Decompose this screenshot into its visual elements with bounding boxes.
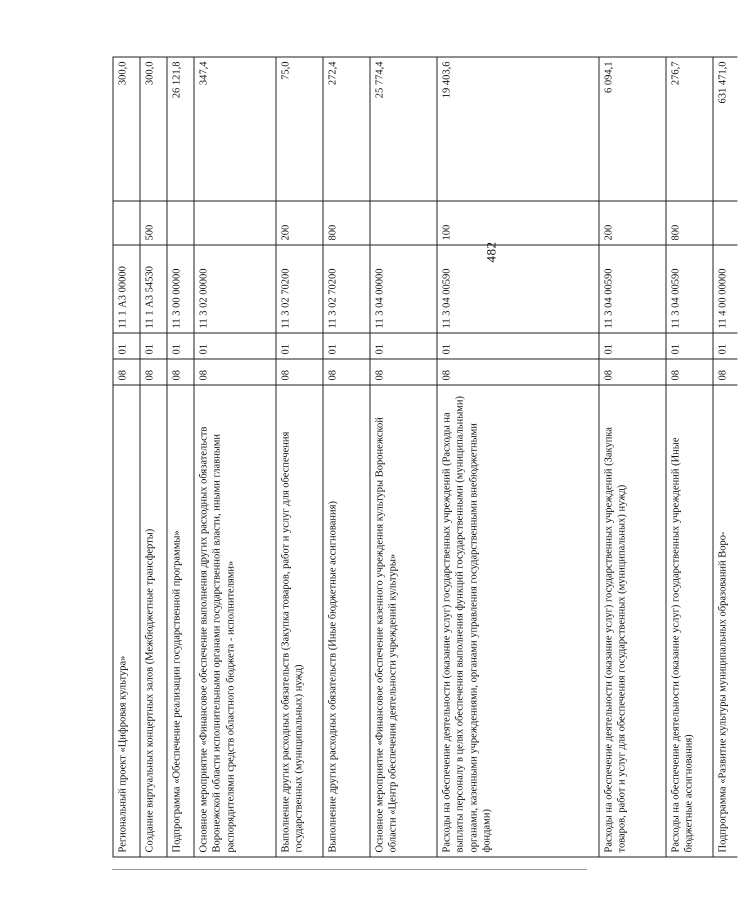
row-pr-cell: 01 bbox=[437, 333, 599, 359]
table-row bbox=[276, 57, 323, 857]
row-name-cell: Подпрограмма «Обеспечение реализации государственной программы» bbox=[167, 385, 194, 857]
row-pr-cell: 01 bbox=[370, 333, 437, 359]
row-sum-cell: 347,4 bbox=[194, 57, 276, 201]
row-vr-cell: 800 bbox=[666, 201, 713, 245]
row-csr-cell: 11 1 А3 00000 bbox=[113, 245, 140, 333]
row-gr-cell: 08 bbox=[113, 359, 140, 385]
row-name-cell: Создание виртуальных концертных залов (Межбюджетные трансферты) bbox=[140, 385, 167, 857]
row-vr-cell: 200 bbox=[276, 201, 323, 245]
row-pr-cell: 01 bbox=[140, 333, 167, 359]
table-row bbox=[599, 57, 666, 857]
row-sum-cell: 300,0 bbox=[140, 57, 167, 201]
page-bottom-divider bbox=[112, 869, 587, 870]
row-pr-cell: 01 bbox=[276, 333, 323, 359]
row-sum-cell: 75,0 bbox=[276, 57, 323, 201]
row-vr-cell bbox=[194, 201, 276, 245]
budget-table-container bbox=[113, 58, 729, 858]
row-name-cell: Выполнение других расходных обязательств (Иные бюджетные ассигнования) bbox=[323, 385, 370, 857]
row-csr-cell: 11 3 02 70200 bbox=[276, 245, 323, 333]
row-csr-cell: 11 4 00 00000 bbox=[713, 245, 738, 333]
table-row bbox=[437, 57, 599, 857]
row-gr-cell: 08 bbox=[276, 359, 323, 385]
row-csr-cell: 11 3 00 00000 bbox=[167, 245, 194, 333]
page-number-text: 482 bbox=[483, 241, 498, 263]
row-gr-cell: 08 bbox=[167, 359, 194, 385]
row-csr-cell: 11 3 04 00000 bbox=[370, 245, 437, 333]
table-row bbox=[666, 57, 713, 857]
row-sum-cell: 631 471,0 bbox=[713, 57, 738, 201]
row-name-cell: Региональный проект «Цифровая культура» bbox=[113, 385, 140, 857]
row-name-cell: Расходы на обеспечение деятельности (оказание услуг) государственных учреждений (Иные бюджетные ассигнования) bbox=[666, 385, 713, 857]
row-csr-cell: 11 3 04 00590 bbox=[666, 245, 713, 333]
row-gr-cell: 08 bbox=[370, 359, 437, 385]
table-row bbox=[713, 57, 738, 857]
row-csr-cell: 11 3 02 00000 bbox=[194, 245, 276, 333]
row-pr-cell: 01 bbox=[323, 333, 370, 359]
table-row bbox=[194, 57, 276, 857]
row-sum-cell: 25 774,4 bbox=[370, 57, 437, 201]
row-pr-cell: 01 bbox=[666, 333, 713, 359]
row-vr-cell: 100 bbox=[437, 201, 599, 245]
row-pr-cell: 01 bbox=[599, 333, 666, 359]
table-row bbox=[167, 57, 194, 857]
table-row bbox=[323, 57, 370, 857]
row-name-cell: Выполнение других расходных обязательств (Закупка товаров, работ и услуг для обеспечения государственных (муниципальных) нужд) bbox=[276, 385, 323, 857]
row-csr-cell: 11 3 04 00590 bbox=[599, 245, 666, 333]
row-pr-cell: 01 bbox=[194, 333, 276, 359]
row-vr-cell: 200 bbox=[599, 201, 666, 245]
row-sum-cell: 276,7 bbox=[666, 57, 713, 201]
row-sum-cell: 26 121,8 bbox=[167, 57, 194, 201]
row-gr-cell: 08 bbox=[194, 359, 276, 385]
row-csr-cell: 11 3 04 00590 bbox=[437, 245, 599, 333]
table-row bbox=[113, 57, 140, 857]
row-gr-cell: 08 bbox=[599, 359, 666, 385]
row-name-cell: Основное мероприятие «Финансовое обеспечение казенного учреждения культуры Воронежской области «Центр обеспечения деятельности учреждений культуры» bbox=[370, 385, 437, 857]
row-pr-cell: 01 bbox=[167, 333, 194, 359]
row-sum-cell: 300,0 bbox=[113, 57, 140, 201]
row-pr-cell: 01 bbox=[113, 333, 140, 359]
row-name-cell: Расходы на обеспечение деятельности (оказание услуг) государственных учреждений (Закупка товаров, работ и услуг для обеспечения государственных (муниципальных) нужд) bbox=[599, 385, 666, 857]
table-row bbox=[140, 57, 167, 857]
row-vr-cell: 800 bbox=[323, 201, 370, 245]
row-vr-cell bbox=[113, 201, 140, 245]
row-pr-cell: 01 bbox=[713, 333, 738, 359]
row-vr-cell: 500 bbox=[140, 201, 167, 245]
row-name-cell: Основное мероприятие «Финансовое обеспечение выполнения других расходных обязательств Воронежской области исполнительными органами государственной власти, иными главными распорядителями средств областного бюджета - исполнителями» bbox=[194, 385, 276, 857]
row-name-cell: Подпрограмма «Развитие культуры муниципальных образований Воро- bbox=[713, 385, 738, 857]
row-vr-cell bbox=[713, 201, 738, 245]
row-gr-cell: 08 bbox=[713, 359, 738, 385]
row-sum-cell: 6 094,1 bbox=[599, 57, 666, 201]
row-name-cell: Расходы на обеспечение деятельности (оказание услуг) государственных учреждений (Расходы на выплаты персоналу в целях обеспечения выполнения функций государственными (муниципальными) органами, казенными учреждениями, органами управления государственными внебюджетными фондами) bbox=[437, 385, 599, 857]
row-sum-cell: 272,4 bbox=[323, 57, 370, 201]
row-gr-cell: 08 bbox=[666, 359, 713, 385]
row-vr-cell bbox=[370, 201, 437, 245]
row-gr-cell: 08 bbox=[140, 359, 167, 385]
row-csr-cell: 11 3 02 70200 bbox=[323, 245, 370, 333]
row-gr-cell: 08 bbox=[323, 359, 370, 385]
row-vr-cell bbox=[167, 201, 194, 245]
row-csr-cell: 11 1 А3 54530 bbox=[140, 245, 167, 333]
row-gr-cell: 08 bbox=[437, 359, 599, 385]
budget-table bbox=[113, 57, 738, 858]
row-sum-cell: 19 403,6 bbox=[437, 57, 599, 201]
table-row bbox=[370, 57, 437, 857]
